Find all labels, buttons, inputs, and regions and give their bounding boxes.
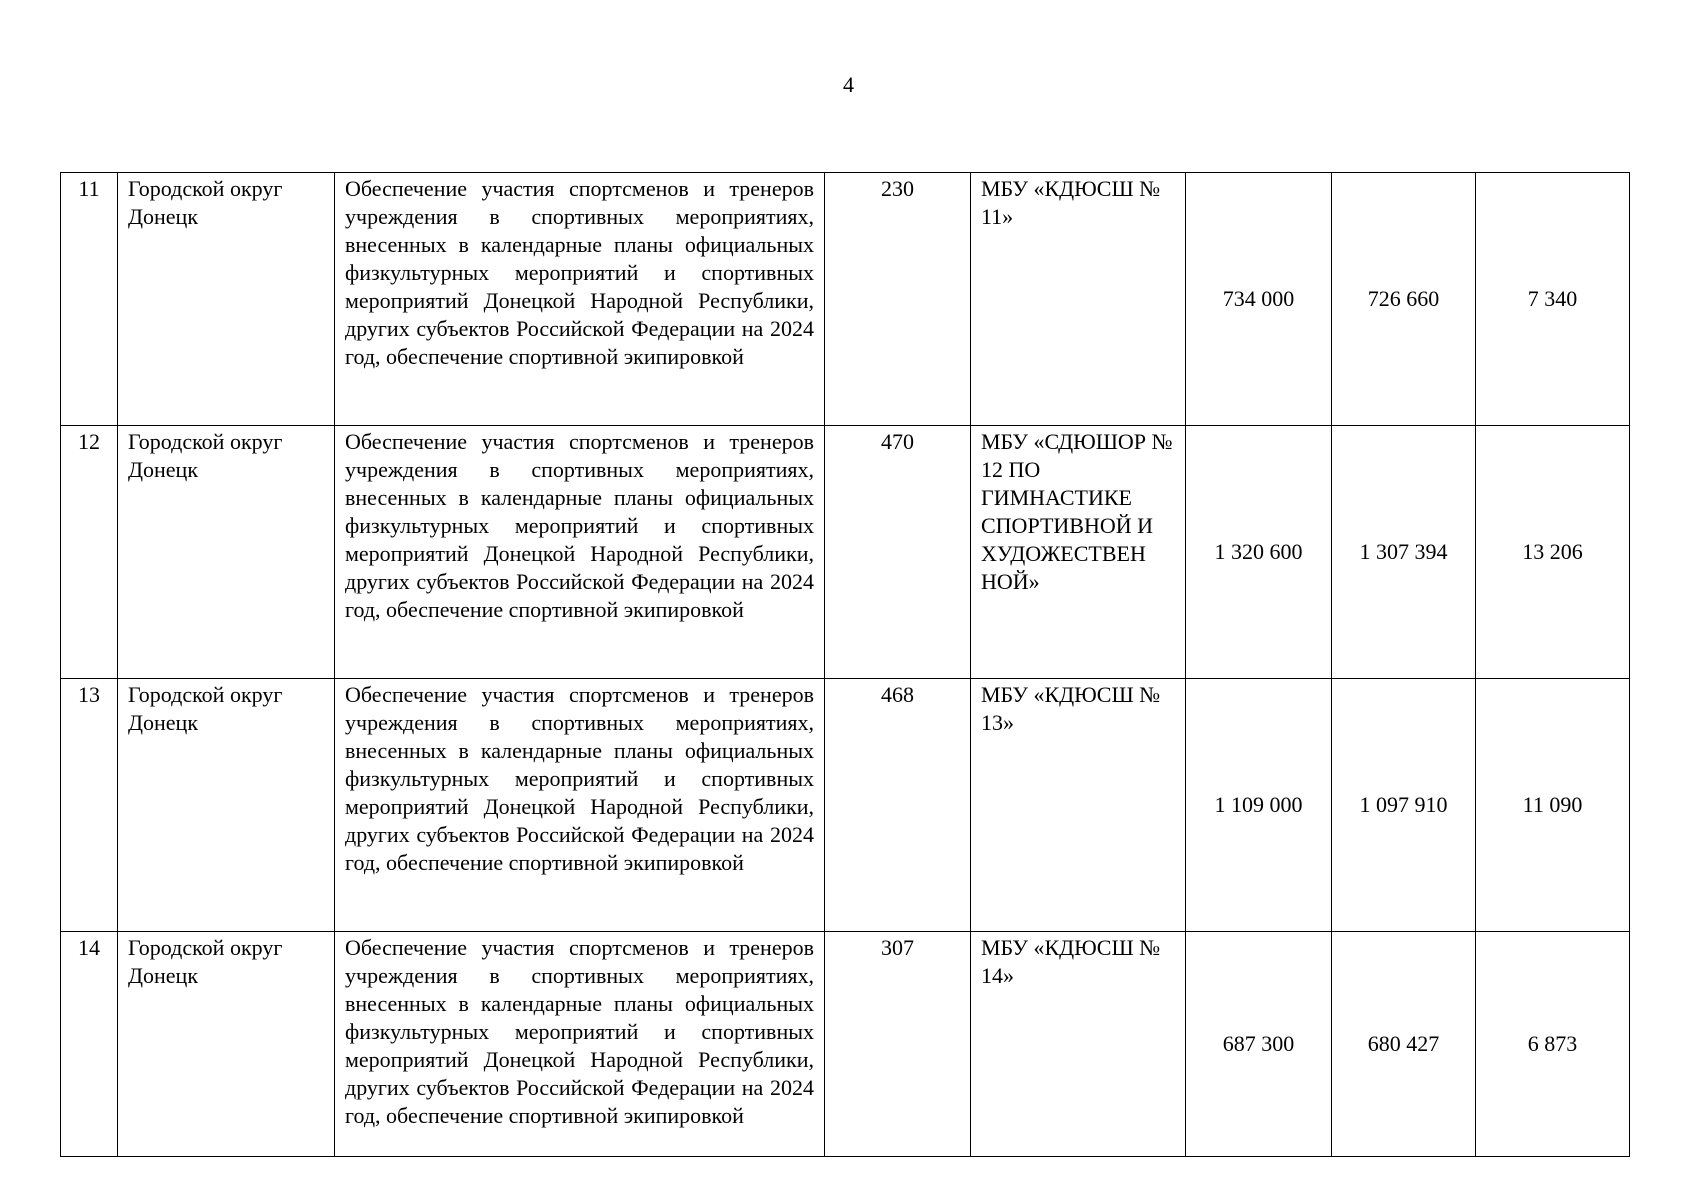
district-cell: Городской округ Донецк <box>118 679 335 932</box>
organization-cell: МБУ «СДЮШОР № 12 ПО ГИМНАСТИКЕ СПОРТИВНОЙ И ХУДОЖЕСТВЕН НОЙ» <box>971 426 1186 679</box>
district-cell: Городской округ Донецк <box>118 173 335 426</box>
district-cell: Городской округ Донецк <box>118 932 335 1157</box>
description-cell: Обеспечение участия спортсменов и тренеров учреждения в спортивных мероприятиях, внесенных в календарные планы официальных физкультурных мероприятий и спортивных мероприятий Донецкой Народной Республики, других субъектов Российской Федерации на 2024 год, обеспечение спортивной экипировкой <box>335 679 825 932</box>
amount-b-cell: 11 090 <box>1476 679 1630 932</box>
total-amount-cell: 1 109 000 <box>1186 679 1332 932</box>
table-row <box>61 679 1630 932</box>
quantity-cell: 470 <box>825 426 971 679</box>
table-row <box>61 173 1630 426</box>
description-cell: Обеспечение участия спортсменов и тренеров учреждения в спортивных мероприятиях, внесенных в календарные планы официальных физкультурных мероприятий и спортивных мероприятий Донецкой Народной Республики, других субъектов Российской Федерации на 2024 год, обеспечение спортивной экипировкой <box>335 932 825 1157</box>
quantity-cell: 307 <box>825 932 971 1157</box>
row-number: 14 <box>61 932 118 1157</box>
row-number: 13 <box>61 679 118 932</box>
table-row <box>61 426 1630 679</box>
amount-b-cell: 6 873 <box>1476 932 1630 1157</box>
page-number: 4 <box>843 72 854 97</box>
quantity-cell: 230 <box>825 173 971 426</box>
total-amount-cell: 687 300 <box>1186 932 1332 1157</box>
amount-a-cell: 1 307 394 <box>1332 426 1476 679</box>
description-cell: Обеспечение участия спортсменов и тренеров учреждения в спортивных мероприятиях, внесенных в календарные планы официальных физкультурных мероприятий и спортивных мероприятий Донецкой Народной Республики, других субъектов Российской Федерации на 2024 год, обеспечение спортивной экипировкой <box>335 426 825 679</box>
quantity-cell: 468 <box>825 679 971 932</box>
total-amount-cell: 1 320 600 <box>1186 426 1332 679</box>
description-cell: Обеспечение участия спортсменов и тренеров учреждения в спортивных мероприятиях, внесенных в календарные планы официальных физкультурных мероприятий и спортивных мероприятий Донецкой Народной Республики, других субъектов Российской Федерации на 2024 год, обеспечение спортивной экипировкой <box>335 173 825 426</box>
amount-b-cell: 7 340 <box>1476 173 1630 426</box>
funding-table <box>60 172 1630 1157</box>
row-number: 11 <box>61 173 118 426</box>
organization-cell: МБУ «КДЮСШ № 11» <box>971 173 1186 426</box>
district-cell: Городской округ Донецк <box>118 426 335 679</box>
amount-a-cell: 1 097 910 <box>1332 679 1476 932</box>
row-number: 12 <box>61 426 118 679</box>
amount-a-cell: 726 660 <box>1332 173 1476 426</box>
amount-a-cell: 680 427 <box>1332 932 1476 1157</box>
organization-cell: МБУ «КДЮСШ № 13» <box>971 679 1186 932</box>
total-amount-cell: 734 000 <box>1186 173 1332 426</box>
organization-cell: МБУ «КДЮСШ № 14» <box>971 932 1186 1157</box>
amount-b-cell: 13 206 <box>1476 426 1630 679</box>
table-row <box>61 932 1630 1157</box>
